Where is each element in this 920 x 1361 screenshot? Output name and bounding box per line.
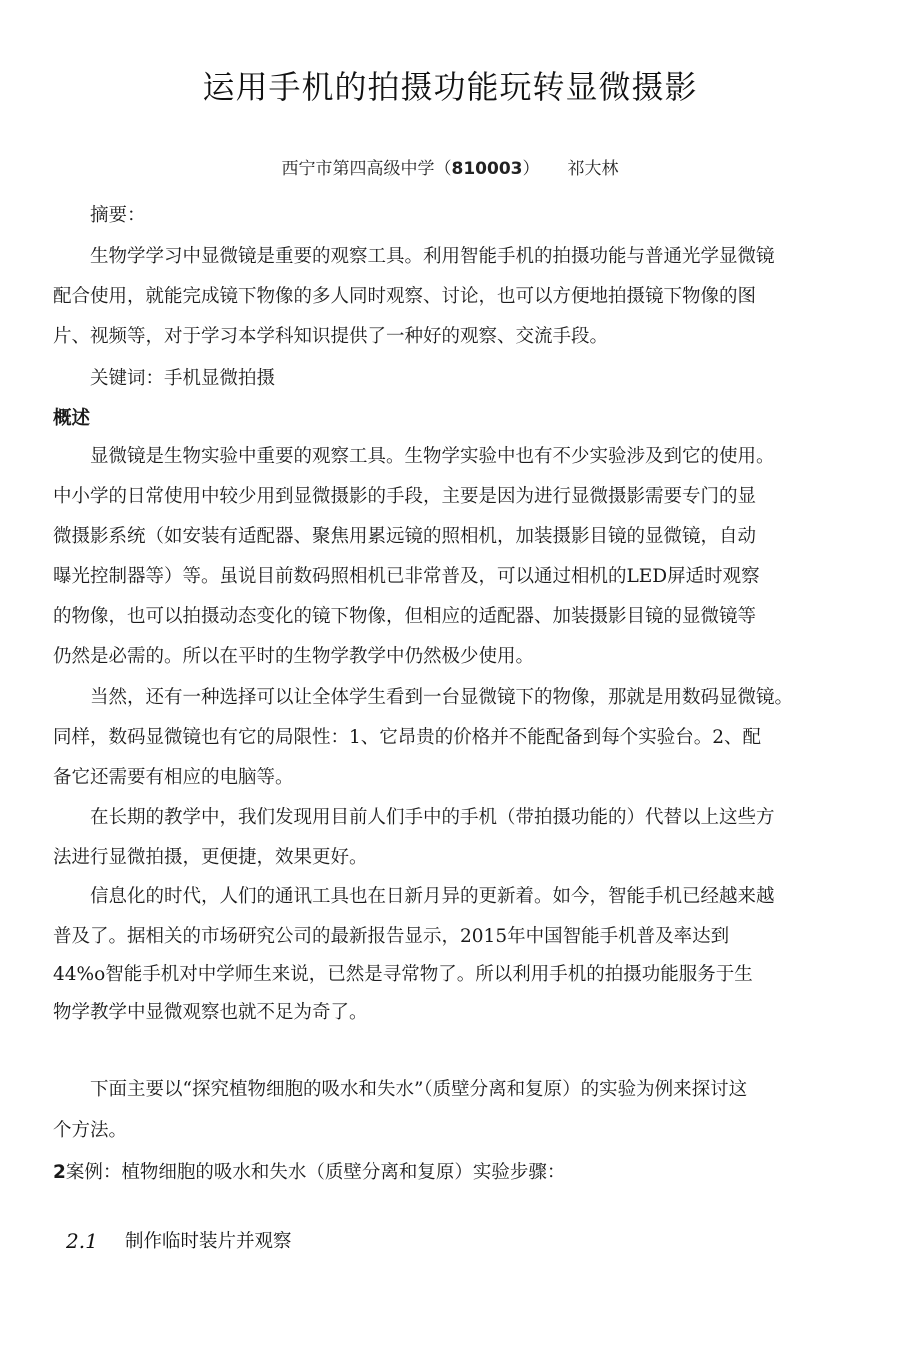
paragraph-line: 在长期的教学中，我们发现用目前人们手中的手机（带拍摄功能的）代替以上这些方 [90, 807, 775, 828]
paragraph-line: 中小学的日常使用中较少用到显微摄影的手段，主要是因为进行显微摄影需要专门的显 [53, 486, 757, 507]
postcode-close: ） [522, 159, 540, 179]
paragraph-line: 仍然是必需的。所以在平时的生物学教学中仍然极少使用。 [53, 646, 535, 667]
abstract-line: 生物学学习中显微镜是重要的观察工具。利用智能手机的拍摄功能与普通光学显微镜 [90, 246, 775, 267]
paragraph-line: 曝光控制器等）等。虽说目前数码照相机已非常普及，可以通过相机的LED屏适时观察 [53, 566, 760, 587]
postcode-open: （ [434, 159, 452, 179]
paragraph-line: 物学教学中显微观察也就不足为奇了。 [53, 1002, 368, 1023]
author-name: 祁大林 [567, 159, 619, 179]
overview-heading: 概述 [53, 408, 91, 429]
paragraph-line: 下面主要以“探究植物细胞的吸水和失水”（质壁分离和复原）的实验为例来探讨这 [90, 1079, 748, 1100]
case-heading [53, 1160, 565, 1186]
case-heading-text: 案例：植物细胞的吸水和失水（质壁分离和复原）实验步骤： [65, 1162, 566, 1183]
paragraph-line: 法进行显微拍摄，更便捷，效果更好。 [53, 847, 368, 868]
paragraph-line: 同样，数码显微镜也有它的局限性：1、它昂贵的价格并不能配备到每个实验台。2、配 [53, 727, 762, 748]
paragraph-line: 普及了。据相关的市场研究公司的最新报告显示，2015年中国智能手机普及率达到 [53, 926, 730, 947]
school-name: 西宁市第四高级中学 [281, 159, 435, 179]
paragraph-line: 信息化的时代，人们的通讯工具也在日新月异的更新着。如今，智能手机已经越来越 [90, 886, 775, 907]
paragraph-line: 44%o智能手机对中学师生来说，已然是寻常物了。所以利用手机的拍摄功能服务于生 [53, 964, 753, 985]
abstract-line: 片、视频等，对于学习本学科知识提供了一种好的观察、交流手段。 [53, 326, 609, 347]
paragraph-line: 微摄影系统（如安装有适配器、聚焦用累远镜的照相机，加装摄影目镜的显微镜，自动 [53, 526, 757, 547]
subsection-number: 2.1 [66, 1229, 98, 1253]
paragraph-line: 备它还需要有相应的电脑等。 [53, 767, 294, 788]
abstract-line: 配合使用，就能完成镜下物像的多人同时观察、讨论，也可以方便地拍摄镜下物像的图 [53, 286, 757, 307]
paragraph-line: 的物像，也可以拍摄动态变化的镜下物像，但相应的适配器、加装摄影目镜的显微镜等 [53, 606, 757, 627]
keywords: 关键词：手机显微拍摄 [90, 368, 276, 389]
case-number: 2 [53, 1162, 66, 1183]
paragraph-line: 当然，还有一种选择可以让全体学生看到一台显微镜下的物像，那就是用数码显微镜。 [90, 687, 794, 708]
author-line [0, 154, 900, 179]
paragraph-line: 显微镜是生物实验中重要的观察工具。生物学实验中也有不少实验涉及到它的使用。 [90, 446, 775, 467]
document-title: 运用手机的拍摄功能玩转显微摄影 [202, 68, 698, 106]
paragraph-line: 个方法。 [53, 1120, 128, 1141]
subsection-title: 制作临时装片并观察 [125, 1231, 292, 1252]
postcode: 810003 [451, 159, 523, 179]
abstract-label: 摘要： [90, 205, 146, 226]
